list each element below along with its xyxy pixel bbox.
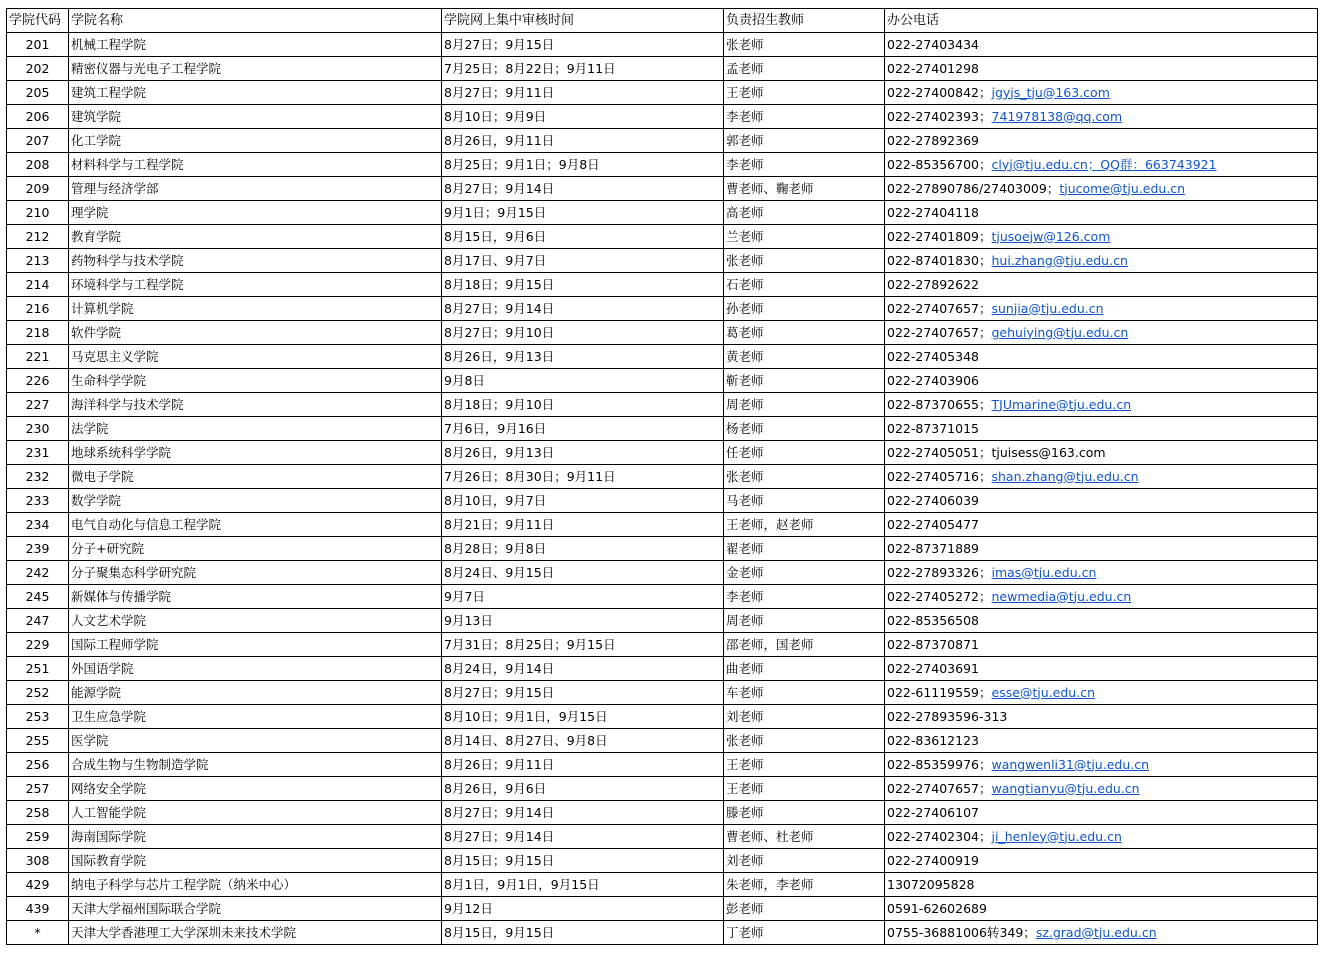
cell-code: 252 (7, 681, 69, 705)
table-row (7, 705, 1318, 729)
cell-code: 206 (7, 105, 69, 129)
phone-text: 022-27400842； (887, 84, 992, 100)
table-body (7, 33, 1318, 945)
cell-college-name: 天津大学香港理工大学深圳未来技术学院 (69, 921, 442, 945)
cell-code: 210 (7, 201, 69, 225)
cell-code: 247 (7, 609, 69, 633)
cell-teacher: 兰老师 (724, 225, 885, 249)
phone-text: 022-27401298 (887, 60, 979, 76)
phone-text: 022-27892622 (887, 276, 979, 292)
email-link[interactable]: gehuiying@tju.edu.cn (991, 324, 1129, 340)
cell-teacher: 马老师 (724, 489, 885, 513)
cell-teacher: 靳老师 (724, 369, 885, 393)
cell-phone (885, 561, 1318, 585)
cell-code: 251 (7, 657, 69, 681)
table-row (7, 249, 1318, 273)
table-row (7, 825, 1318, 849)
table-row (7, 273, 1318, 297)
phone-text: 022-27407657； (887, 324, 992, 340)
phone-text: 13072095828 (887, 876, 975, 892)
email-link[interactable]: jgyjs_tju@163.com (991, 84, 1110, 100)
cell-code: 226 (7, 369, 69, 393)
cell-teacher: 刘老师 (724, 849, 885, 873)
cell-phone (885, 273, 1318, 297)
table-row (7, 57, 1318, 81)
cell-code: 214 (7, 273, 69, 297)
cell-college-name: 法学院 (69, 417, 442, 441)
phone-text: 022-27407657； (887, 300, 992, 316)
cell-review-time: 9月12日 (442, 897, 724, 921)
cell-code: 208 (7, 153, 69, 177)
cell-code: 218 (7, 321, 69, 345)
table-row (7, 369, 1318, 393)
header-phone: 办公电话 (885, 9, 1318, 33)
cell-phone (885, 753, 1318, 777)
table-row (7, 105, 1318, 129)
phone-text: 022-27404118 (887, 204, 979, 220)
phone-text: 022-87370871 (887, 636, 979, 652)
phone-text: 022-83612123 (887, 732, 979, 748)
email-link[interactable]: esse@tju.edu.cn (991, 684, 1095, 700)
email-link[interactable]: sunjia@tju.edu.cn (991, 300, 1104, 316)
cell-teacher: 丁老师 (724, 921, 885, 945)
table-row (7, 489, 1318, 513)
cell-code: 239 (7, 537, 69, 561)
table-row (7, 729, 1318, 753)
table-row (7, 225, 1318, 249)
cell-teacher: 张老师 (724, 33, 885, 57)
cell-college-name: 微电子学院 (69, 465, 442, 489)
phone-text: 022-27402304； (887, 828, 992, 844)
header-code: 学院代码 (7, 9, 69, 33)
email-link[interactable]: sz.grad@tju.edu.cn (1035, 924, 1157, 940)
table-row (7, 609, 1318, 633)
cell-review-time: 7月25日；8月22日；9月11日 (442, 57, 724, 81)
cell-college-name: 网络安全学院 (69, 777, 442, 801)
cell-review-time: 8月15日；9月15日 (442, 849, 724, 873)
cell-code: 242 (7, 561, 69, 585)
cell-phone (885, 177, 1318, 201)
phone-text: 022-27893596-313 (887, 708, 1008, 724)
table-row (7, 537, 1318, 561)
phone-text: 022-27403691 (887, 660, 979, 676)
cell-review-time: 7月31日；8月25日；9月15日 (442, 633, 724, 657)
cell-teacher: 刘老师 (724, 705, 885, 729)
cell-college-name: 环境科学与工程学院 (69, 273, 442, 297)
cell-code: 233 (7, 489, 69, 513)
phone-text: 022-27406107 (887, 804, 979, 820)
cell-college-name: 能源学院 (69, 681, 442, 705)
cell-code: 439 (7, 897, 69, 921)
email-link[interactable]: clyj@tju.edu.cn；QQ群：663743921 (991, 156, 1217, 172)
cell-review-time: 8月27日；9月14日 (442, 177, 724, 201)
table-row (7, 81, 1318, 105)
cell-teacher: 孙老师 (724, 297, 885, 321)
cell-review-time: 8月21日；9月11日 (442, 513, 724, 537)
cell-teacher: 王老师 (724, 753, 885, 777)
phone-text: 022-87401830； (887, 252, 992, 268)
cell-review-time: 8月27日；9月14日 (442, 297, 724, 321)
cell-teacher: 郭老师 (724, 129, 885, 153)
cell-phone (885, 897, 1318, 921)
cell-phone (885, 777, 1318, 801)
phone-text: 022-87370655； (887, 396, 992, 412)
cell-teacher: 黄老师 (724, 345, 885, 369)
cell-code: 209 (7, 177, 69, 201)
cell-college-name: 精密仪器与光电子工程学院 (69, 57, 442, 81)
cell-college-name: 机械工程学院 (69, 33, 442, 57)
cell-code: 216 (7, 297, 69, 321)
cell-teacher: 高老师 (724, 201, 885, 225)
cell-code: 245 (7, 585, 69, 609)
cell-teacher: 张老师 (724, 249, 885, 273)
phone-text: 022-27405477 (887, 516, 979, 532)
table-row (7, 897, 1318, 921)
cell-teacher: 金老师 (724, 561, 885, 585)
cell-phone (885, 297, 1318, 321)
cell-phone (885, 321, 1318, 345)
cell-review-time: 8月15日，9月15日 (442, 921, 724, 945)
cell-college-name: 建筑学院 (69, 105, 442, 129)
cell-phone (885, 537, 1318, 561)
phone-text: 022-85356508 (887, 612, 979, 628)
cell-review-time: 7月26日；8月30日；9月11日 (442, 465, 724, 489)
cell-teacher: 滕老师 (724, 801, 885, 825)
table-row (7, 657, 1318, 681)
table-row (7, 153, 1318, 177)
cell-teacher: 李老师 (724, 153, 885, 177)
cell-phone (885, 609, 1318, 633)
cell-teacher: 周老师 (724, 393, 885, 417)
cell-review-time: 8月26日，9月6日 (442, 777, 724, 801)
cell-phone (885, 873, 1318, 897)
cell-teacher: 任老师 (724, 441, 885, 465)
email-link[interactable]: newmedia@tju.edu.cn (991, 588, 1132, 604)
cell-review-time: 8月18日；9月10日 (442, 393, 724, 417)
email-link[interactable]: TJUmarine@tju.edu.cn (991, 396, 1132, 412)
table-row (7, 585, 1318, 609)
cell-college-name: 建筑工程学院 (69, 81, 442, 105)
cell-code: 207 (7, 129, 69, 153)
cell-college-name: 合成生物与生物制造学院 (69, 753, 442, 777)
cell-phone (885, 81, 1318, 105)
phone-text: 022-27893326； (887, 564, 992, 580)
cell-college-name: 医学院 (69, 729, 442, 753)
cell-college-name: 外国语学院 (69, 657, 442, 681)
cell-phone (885, 849, 1318, 873)
cell-teacher: 张老师 (724, 729, 885, 753)
table-row (7, 921, 1318, 945)
email-link[interactable]: shan.zhang@tju.edu.cn (991, 468, 1139, 484)
cell-phone (885, 801, 1318, 825)
cell-review-time: 9月13日 (442, 609, 724, 633)
cell-code: * (7, 921, 69, 945)
cell-review-time: 8月10日；9月9日 (442, 105, 724, 129)
phone-text: 022-27405272； (887, 588, 992, 604)
cell-teacher: 车老师 (724, 681, 885, 705)
table-row (7, 561, 1318, 585)
table-row (7, 129, 1318, 153)
cell-phone (885, 369, 1318, 393)
cell-phone (885, 417, 1318, 441)
cell-college-name: 地球系统科学学院 (69, 441, 442, 465)
cell-code: 205 (7, 81, 69, 105)
cell-phone (885, 681, 1318, 705)
cell-college-name: 新媒体与传播学院 (69, 585, 442, 609)
cell-code: 258 (7, 801, 69, 825)
phone-text: 022-85359976； (887, 756, 992, 772)
table-row (7, 513, 1318, 537)
phone-text: 022-27405348 (887, 348, 979, 364)
cell-phone (885, 225, 1318, 249)
header-row (7, 9, 1318, 33)
cell-phone (885, 657, 1318, 681)
cell-phone (885, 57, 1318, 81)
email-link[interactable]: wangtianyu@tju.edu.cn (991, 780, 1140, 796)
cell-code: 213 (7, 249, 69, 273)
cell-phone (885, 585, 1318, 609)
cell-code: 231 (7, 441, 69, 465)
phone-text: 022-27405716； (887, 468, 992, 484)
cell-teacher: 周老师 (724, 609, 885, 633)
header-name: 学院名称 (69, 9, 442, 33)
cell-review-time: 8月18日；9月15日 (442, 273, 724, 297)
cell-college-name: 国际教育学院 (69, 849, 442, 873)
cell-college-name: 软件学院 (69, 321, 442, 345)
table-row (7, 393, 1318, 417)
cell-code: 232 (7, 465, 69, 489)
cell-phone (885, 201, 1318, 225)
cell-phone (885, 345, 1318, 369)
phone-text: 022-27403906 (887, 372, 979, 388)
cell-college-name: 计算机学院 (69, 297, 442, 321)
cell-college-name: 生命科学学院 (69, 369, 442, 393)
table-row (7, 177, 1318, 201)
cell-review-time: 9月8日 (442, 369, 724, 393)
phone-text: 022-27890786/27403009； (887, 180, 1060, 196)
table-row (7, 681, 1318, 705)
cell-review-time: 8月27日；9月14日 (442, 825, 724, 849)
cell-review-time: 8月1日，9月1日，9月15日 (442, 873, 724, 897)
cell-phone (885, 249, 1318, 273)
cell-review-time: 8月10日；9月1日，9月15日 (442, 705, 724, 729)
cell-college-name: 化工学院 (69, 129, 442, 153)
cell-college-name: 材料科学与工程学院 (69, 153, 442, 177)
cell-teacher: 李老师 (724, 585, 885, 609)
table-row (7, 345, 1318, 369)
email-link[interactable]: 741978138@qq.com (991, 108, 1123, 124)
cell-review-time: 8月17日、9月7日 (442, 249, 724, 273)
phone-text: 022-27400919 (887, 852, 979, 868)
cell-code: 255 (7, 729, 69, 753)
cell-code: 308 (7, 849, 69, 873)
cell-phone (885, 633, 1318, 657)
cell-college-name: 人工智能学院 (69, 801, 442, 825)
cell-teacher: 葛老师 (724, 321, 885, 345)
cell-code: 212 (7, 225, 69, 249)
cell-code: 202 (7, 57, 69, 81)
cell-teacher: 翟老师 (724, 537, 885, 561)
cell-phone (885, 441, 1318, 465)
cell-review-time: 7月6日，9月16日 (442, 417, 724, 441)
cell-college-name: 电气自动化与信息工程学院 (69, 513, 442, 537)
cell-teacher: 孟老师 (724, 57, 885, 81)
cell-college-name: 纳电子科学与芯片工程学院（纳米中心） (69, 873, 442, 897)
cell-college-name: 国际工程师学院 (69, 633, 442, 657)
cell-college-name: 海南国际学院 (69, 825, 442, 849)
cell-college-name: 管理与经济学部 (69, 177, 442, 201)
table-row (7, 873, 1318, 897)
cell-code: 253 (7, 705, 69, 729)
cell-code: 229 (7, 633, 69, 657)
cell-review-time: 8月28日；9月8日 (442, 537, 724, 561)
cell-code: 257 (7, 777, 69, 801)
cell-review-time: 8月27日；9月15日 (442, 681, 724, 705)
table-row (7, 201, 1318, 225)
cell-teacher: 王老师，赵老师 (724, 513, 885, 537)
table-row (7, 417, 1318, 441)
cell-phone (885, 729, 1318, 753)
cell-college-name: 分子+研究院 (69, 537, 442, 561)
cell-review-time: 8月25日；9月1日；9月8日 (442, 153, 724, 177)
cell-teacher: 曹老师、杜老师 (724, 825, 885, 849)
cell-code: 201 (7, 33, 69, 57)
cell-college-name: 教育学院 (69, 225, 442, 249)
header-teacher: 负责招生教师 (724, 9, 885, 33)
cell-review-time: 8月15日，9月6日 (442, 225, 724, 249)
phone-text: 0591-62602689 (887, 900, 987, 916)
cell-review-time: 8月14日、8月27日、9月8日 (442, 729, 724, 753)
cell-phone (885, 33, 1318, 57)
cell-college-name: 马克思主义学院 (69, 345, 442, 369)
cell-teacher: 朱老师，李老师 (724, 873, 885, 897)
cell-code: 256 (7, 753, 69, 777)
table-row (7, 849, 1318, 873)
cell-phone (885, 393, 1318, 417)
cell-code: 234 (7, 513, 69, 537)
admissions-contact-table (6, 8, 1318, 945)
cell-college-name: 人文艺术学院 (69, 609, 442, 633)
table-row (7, 441, 1318, 465)
table-row (7, 297, 1318, 321)
email-link[interactable]: hui.zhang@tju.edu.cn (991, 252, 1128, 268)
cell-review-time: 8月24日、9月15日 (442, 561, 724, 585)
email-link[interactable]: tjucome@tju.edu.cn (1059, 180, 1186, 196)
table-row (7, 753, 1318, 777)
cell-phone (885, 465, 1318, 489)
cell-code: 230 (7, 417, 69, 441)
phone-text: 022-27407657； (887, 780, 992, 796)
phone-text: 022-27403434 (887, 36, 979, 52)
cell-review-time: 8月27日；9月15日 (442, 33, 724, 57)
cell-phone (885, 513, 1318, 537)
phone-text: 022-27892369 (887, 132, 979, 148)
table-row (7, 633, 1318, 657)
cell-college-name: 理学院 (69, 201, 442, 225)
phone-text: 022-87371015 (887, 420, 979, 436)
table-row (7, 801, 1318, 825)
cell-code: 227 (7, 393, 69, 417)
cell-teacher: 李老师 (724, 105, 885, 129)
cell-phone (885, 153, 1318, 177)
cell-code: 221 (7, 345, 69, 369)
table-row (7, 777, 1318, 801)
cell-college-name: 药物科学与技术学院 (69, 249, 442, 273)
cell-college-name: 数学学院 (69, 489, 442, 513)
phone-text: 022-27405051；tjuisess@163.com (887, 444, 1106, 460)
cell-teacher: 彭老师 (724, 897, 885, 921)
header-time: 学院网上集中审核时间 (442, 9, 724, 33)
cell-review-time: 8月27日；9月14日 (442, 801, 724, 825)
cell-review-time: 8月26日；9月11日 (442, 753, 724, 777)
cell-review-time: 9月7日 (442, 585, 724, 609)
cell-phone (885, 921, 1318, 945)
email-link[interactable]: ji_henley@tju.edu.cn (991, 828, 1122, 844)
phone-text: 022-61119559； (887, 684, 992, 700)
table-row (7, 321, 1318, 345)
cell-teacher: 王老师 (724, 81, 885, 105)
phone-text: 022-87371889 (887, 540, 979, 556)
cell-phone (885, 129, 1318, 153)
phone-text: 0755-36881006转349； (887, 924, 1036, 940)
cell-review-time: 9月1日；9月15日 (442, 201, 724, 225)
cell-phone (885, 489, 1318, 513)
cell-teacher: 石老师 (724, 273, 885, 297)
cell-phone (885, 825, 1318, 849)
email-link[interactable]: tjusoejw@126.com (991, 228, 1111, 244)
cell-college-name: 天津大学福州国际联合学院 (69, 897, 442, 921)
cell-teacher: 杨老师 (724, 417, 885, 441)
phone-text: 022-85356700； (887, 156, 992, 172)
email-link[interactable]: imas@tju.edu.cn (991, 564, 1097, 580)
cell-review-time: 8月26日，9月11日 (442, 129, 724, 153)
cell-review-time: 8月10日，9月7日 (442, 489, 724, 513)
cell-teacher: 邵老师，国老师 (724, 633, 885, 657)
phone-text: 022-27401809； (887, 228, 992, 244)
cell-code: 429 (7, 873, 69, 897)
cell-college-name: 海洋科学与技术学院 (69, 393, 442, 417)
cell-review-time: 8月26日，9月13日 (442, 441, 724, 465)
cell-phone (885, 105, 1318, 129)
cell-college-name: 分子聚集态科学研究院 (69, 561, 442, 585)
phone-text: 022-27406039 (887, 492, 979, 508)
phone-text: 022-27402393； (887, 108, 992, 124)
cell-review-time: 8月27日；9月10日 (442, 321, 724, 345)
table-row (7, 465, 1318, 489)
cell-teacher: 王老师 (724, 777, 885, 801)
cell-review-time: 8月27日；9月11日 (442, 81, 724, 105)
cell-review-time: 8月24日，9月14日 (442, 657, 724, 681)
cell-teacher: 曹老师、鞠老师 (724, 177, 885, 201)
cell-teacher: 张老师 (724, 465, 885, 489)
cell-college-name: 卫生应急学院 (69, 705, 442, 729)
table-row (7, 33, 1318, 57)
email-link[interactable]: wangwenli31@tju.edu.cn (991, 756, 1150, 772)
cell-review-time: 8月26日，9月13日 (442, 345, 724, 369)
cell-phone (885, 705, 1318, 729)
cell-code: 259 (7, 825, 69, 849)
cell-teacher: 曲老师 (724, 657, 885, 681)
